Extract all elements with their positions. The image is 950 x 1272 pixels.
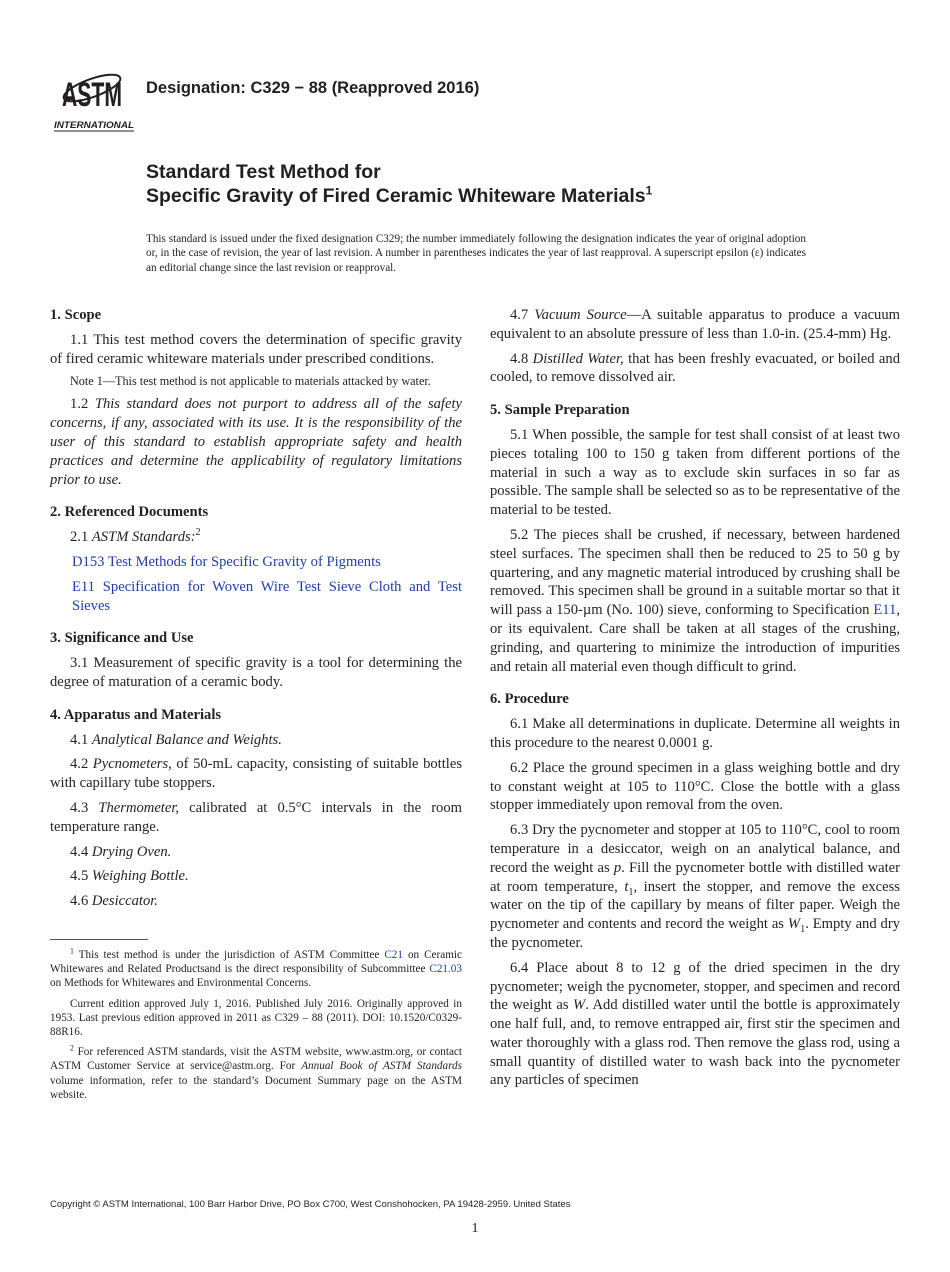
text-run: 4.3 <box>70 799 99 816</box>
paragraph <box>50 755 462 793</box>
paragraph <box>50 799 462 837</box>
text-run: . Add distilled water until the bottle is approximately one half full, and, to remove entrapped air, first stir the specimen and water thoroughly with a glass rod. Then remove the glass rod, using a small quantity of distilled water to wash back into the pycnometer any particles of specimen <box>490 997 900 1089</box>
paragraph <box>50 331 462 369</box>
referenced-document <box>50 578 462 616</box>
text-run: W <box>573 997 586 1014</box>
section-heading: 3. Significance and Use <box>50 630 194 647</box>
text-run: . Fill the pycnometer bottle with distilled water at room temperature, <box>490 859 900 895</box>
text-run: 2 <box>70 1043 74 1053</box>
right-column <box>490 306 900 1096</box>
section-heading: 5. Sample Preparation <box>490 402 630 419</box>
text-run: 6.1 Make all determinations in duplicate. Determine all weights in this procedure to the nearest 0.0001 g. <box>490 716 900 751</box>
text-run: 4.4 <box>70 843 92 860</box>
text-run: 1 <box>800 924 806 936</box>
text-run: 1 <box>70 946 74 956</box>
text-run: Annual Book of ASTM Standards <box>301 1060 462 1073</box>
text-run: Weighing Bottle. <box>91 868 189 885</box>
page-number: 1 <box>471 1221 479 1236</box>
paragraph <box>490 759 900 815</box>
text-run: of 50-mL capacity, consisting of suitable bottles with capillary tube stoppers. <box>50 756 462 792</box>
text-run: Pycnometers, <box>92 756 172 773</box>
reference-link[interactable]: E11 <box>72 578 103 595</box>
text-run: on Methods for Whitewares and Environmental Concerns. <box>50 977 312 990</box>
section-heading: 4. Apparatus and Materials <box>50 706 222 723</box>
text-run: 4.1 <box>70 731 92 748</box>
text-run: 6.4 Place about 8 to 12 g of the dried specimen in the dry pycnometer; weigh the pycnometer, stopper, and specimen and record the weight as <box>490 959 900 1014</box>
text-run: W <box>787 916 801 933</box>
text-run: 2.1 <box>70 529 92 546</box>
text-run: 4.5 <box>70 868 92 885</box>
section-heading: 6. Procedure <box>490 691 569 708</box>
document-title <box>146 160 652 208</box>
text-run: calibrated at 0.5°C intervals in the room temperature range. <box>50 799 463 835</box>
text-run: 4.7 <box>510 307 535 323</box>
text-run: 6.2 Place the ground specimen in a glass weighing bottle and dry to constant weight at 105 to 110°C. Close the bottle with a glass stopper immediately upon removal from the oven. <box>490 759 900 814</box>
title-line-1: Standard Test Method for <box>146 161 381 183</box>
title-line-2: Specific Gravity of Fired Ceramic Whiteware Materials <box>146 185 646 207</box>
paragraph <box>490 715 900 753</box>
text-run: 4.2 <box>70 756 93 773</box>
footnote <box>50 1045 462 1102</box>
text-run: Vacuum Source <box>534 307 627 323</box>
footnote <box>50 997 462 1040</box>
copyright-notice: Copyright © ASTM International, 100 Barr Harbor Drive, PO Box C700, West Conshohocken, PA 19428-2959. United States <box>50 1199 571 1210</box>
text-run: —A suitable apparatus to produce a vacuum equivalent to an absolute pressure of less than 1.0-in. (25.4-mm) Hg. <box>490 307 901 342</box>
text-run: Thermometer, <box>98 799 180 816</box>
footnote-divider <box>50 939 148 940</box>
text-run: 4.6 <box>70 893 92 910</box>
left-column <box>50 306 462 1108</box>
text-run: , or its equivalent. Care shall be taken at all stages of the crushing, grinding, and quartering to minimize the introduction of impurities and retain all material even though difficult to grind. <box>490 602 900 675</box>
text-run: 1.2 <box>70 396 95 413</box>
paragraph <box>490 959 900 1091</box>
text-run: t <box>624 878 629 895</box>
reference-link[interactable]: Specification for Woven Wire Test Sieve Cloth and Test Sieves <box>72 578 462 614</box>
text-run: 2 <box>195 527 201 539</box>
paragraph <box>50 395 462 489</box>
astm-logo <box>52 58 136 132</box>
paragraph <box>50 867 462 886</box>
paragraph <box>490 306 900 344</box>
text-run: Distilled Water, <box>532 350 624 367</box>
text-run: , insert the stopper, and remove the excess water on the tip of the capillary by means of filter paper. Weigh the pycnometer and contents and record the weight as <box>490 878 900 933</box>
text-run: 5.1 When possible, the sample for test shall consist of at least two pieces totaling 100 to 150 g taken from different portions of the material in such a way as to exclude skin surfaces in so far as possible. The sample shall be selected so as to be representative of the material to be tested. <box>490 426 900 519</box>
footnote <box>50 948 462 991</box>
text-run: 1.1 This test method covers the determination of specific gravity of fired ceramic whiteware materials under prescribed conditions. <box>50 331 462 367</box>
text-run: Current edition approved July 1, 2016. Published July 2016. Originally approved in 1953. Last previous edition approved in 2011 as C329 – 88 (2011). DOI: 10.1520/C0329-88R16. <box>50 997 462 1038</box>
title-footnote-mark: 1 <box>645 183 653 198</box>
paragraph <box>50 892 462 911</box>
section-heading: 2. Referenced Documents <box>50 504 209 521</box>
svg-text:INTERNATIONAL: INTERNATIONAL <box>54 120 135 131</box>
reference-link[interactable]: C21 <box>384 948 403 961</box>
paragraph <box>50 528 462 547</box>
text-run: Drying Oven. <box>91 843 172 860</box>
paragraph <box>50 731 462 750</box>
text-run: 6.3 Dry the pycnometer and stopper at 105 to 110°C, cool to room temperature in a desiccator, weigh on an analytical balance, and record the weight as <box>490 822 900 876</box>
reference-link[interactable]: D153 <box>72 553 108 570</box>
text-run: 3.1 Measurement of specific gravity is a tool for determining the degree of maturation of a ceramic body. <box>50 655 462 690</box>
note <box>50 374 462 389</box>
svg-text:ASTM: ASTM <box>62 76 122 114</box>
paragraph <box>490 526 900 676</box>
text-run: This test method is under the jurisdiction of ASTM Committee <box>73 948 385 961</box>
text-run: . Empty and dry the pycnometer. <box>490 916 900 951</box>
text-run: 4.8 <box>510 350 533 367</box>
reference-link[interactable]: E11 <box>873 602 897 619</box>
text-run: Note 1—This test method is not applicable to materials attacked by water. <box>70 374 431 389</box>
section-heading: 1. Scope <box>50 307 102 323</box>
text-run: volume information, refer to the standard’s Document Summary page on the ASTM website. <box>50 1074 462 1101</box>
text-run: Analytical Balance and Weights. <box>91 731 282 748</box>
text-run: p <box>613 859 622 876</box>
paragraph <box>490 350 900 388</box>
paragraph <box>50 654 462 692</box>
text-run: on Ceramic Whitewares and Related Productsand is the direct responsibility of Subcommittee <box>50 948 462 976</box>
reference-link[interactable]: Test Methods for Specific Gravity of Pigments <box>107 553 381 570</box>
intro-paragraph: This standard is issued under the fixed designation C329; the number immediately following the designation indicates the year of original adoption or, in the case of revision, the year of last revision. A number in parentheses indicates the year of last reapproval. A superscript epsilon (ε) indicates an editorial change since the last revision or reapproval. <box>146 233 806 274</box>
referenced-document <box>50 553 462 572</box>
paragraph <box>490 426 900 520</box>
paragraph <box>50 843 462 862</box>
text-run: 5.2 The pieces shall be crushed, if necessary, between hardened steel surfaces. The specimen shall then be reduced to 25 to 50 g by quartering, and any magnetic material introduced by crushing shall be removed. This specimen shall be ground in a suitable mortar so that it will pass a 150-µm (No. 100) sieve, conforming to Specification <box>490 526 900 619</box>
text-run: This standard does not purport to address all of the safety concerns, if any, associated with its use. It is the responsibility of the user of this standard to establish appropriate safety and health practices and determine the applicability of regulatory limitations prior to use. <box>50 396 462 488</box>
text-run: ASTM Standards: <box>91 529 196 546</box>
reference-link[interactable]: C21.03 <box>429 963 462 976</box>
text-run: Desiccator. <box>91 893 158 910</box>
text-run: 1 <box>628 886 634 898</box>
text-run: that has been freshly evacuated, or boiled and cooled, to remove dissolved air. <box>490 350 900 386</box>
paragraph <box>490 821 900 953</box>
text-run: For referenced ASTM standards, visit the ASTM website, www.astm.org, or contact ASTM Customer Service at service@astm.org. For <box>50 1046 462 1073</box>
designation: Designation: C329 − 88 (Reapproved 2016) <box>146 79 480 97</box>
